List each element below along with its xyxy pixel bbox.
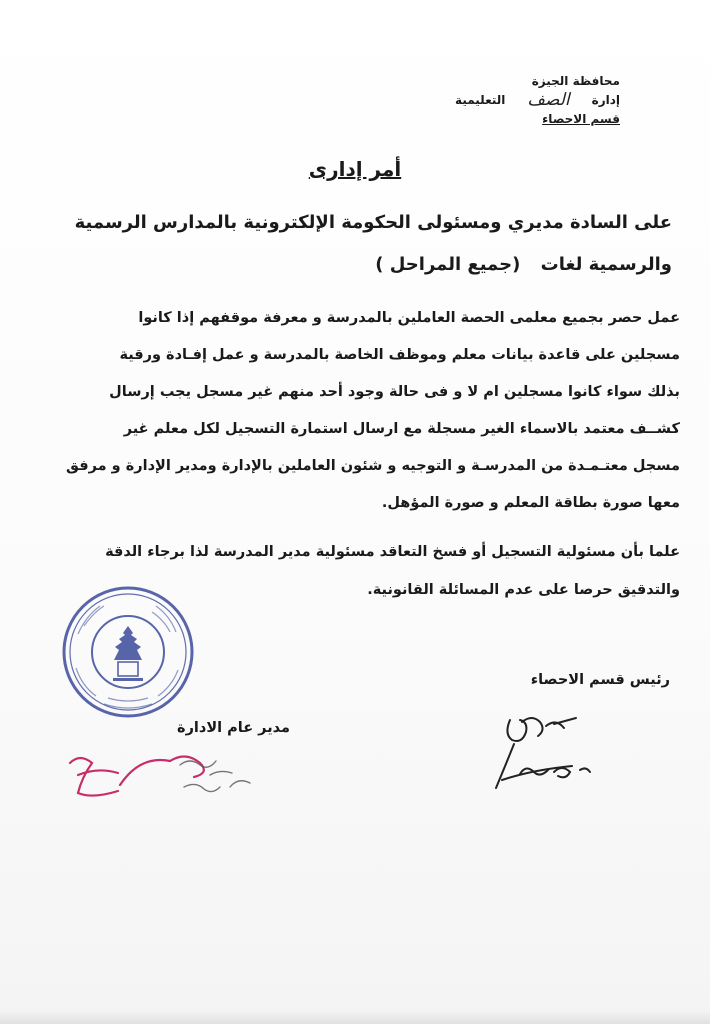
department-name: قسم الاحصاء <box>542 112 620 126</box>
addressee-line-2-text: والرسمية لغات <box>540 254 672 275</box>
body-line: معها صورة بطاقة المعلم و صورة المؤهل. <box>381 495 680 511</box>
addressee-line-2 <box>32 244 672 286</box>
administration-line <box>360 91 620 110</box>
general-director-signature-title: مدير عام الادارة <box>177 720 290 736</box>
addressee-stages: (جميع المراحل ) <box>375 254 521 275</box>
department-line <box>360 110 620 129</box>
governorate-line <box>360 72 620 91</box>
administration-suffix: التعليمية <box>455 93 506 107</box>
note-line: علما بأن مسئولية التسجيل أو فسخ التعاقد مسئولية مدير المدرسة لذا برجاء الدقة <box>105 544 680 560</box>
page-edge-shadow <box>0 1010 710 1024</box>
signature-right-icon <box>450 700 600 800</box>
body-paragraph <box>20 300 680 522</box>
body-line: كشــف معتمد بالاسماء الغير مسجلة مع ارسال استمارة التسجيل لكل معلم غير <box>123 421 680 437</box>
letterhead <box>360 72 620 129</box>
governorate: محافظة الجيزة <box>531 74 620 88</box>
body-line: مسجل معتـمـدة من المدرسـة و التوجيه و شئون العاملين بالإدارة ومدير الإدارة و مرفق <box>66 458 680 474</box>
page-title: أمر إدارى <box>308 157 402 181</box>
official-stamp-icon <box>58 582 198 722</box>
body-line: مسجلين على قاعدة بيانات معلم وموظف الخاصة بالمدرسة و عمل إفـادة ورقية <box>119 347 680 363</box>
body-line: عمل حصر بجميع معلمى الحصة العاملين بالمدرسة و معرفة موقفهم إذا كانوا <box>138 310 680 326</box>
note-line: والتدقيق حرصا على عدم المسائلة القانونية. <box>367 582 680 598</box>
administration-label: إدارة <box>591 93 620 107</box>
statistics-head-signature-title: رئيس قسم الاحصاء <box>530 672 670 688</box>
addressee-block <box>32 202 672 286</box>
addressee-line-1: على السادة مديري ومسئولى الحكومة الإلكترونية بالمدارس الرسمية <box>74 212 672 233</box>
administration-name-handwritten: الصف <box>527 90 570 110</box>
body-line: بذلك سواء كانوا مسجلين ام لا و فى حالة وجود أحد منهم غير مسجل يجب إرسال <box>109 384 680 400</box>
signature-left-icon <box>60 735 290 815</box>
